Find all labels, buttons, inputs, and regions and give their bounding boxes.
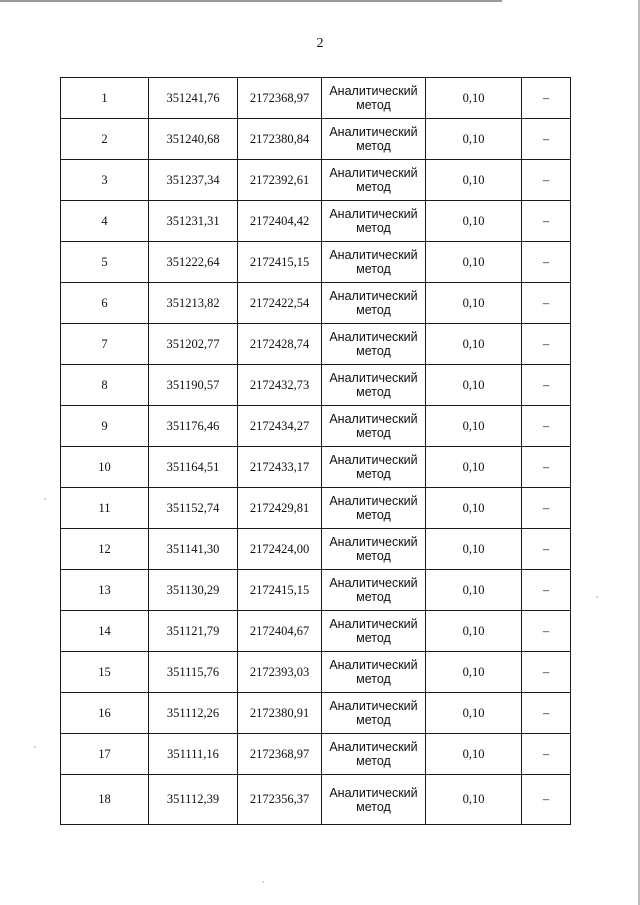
method-cell [322, 283, 426, 324]
table-row [61, 160, 571, 201]
x-coordinate-cell: 351231,31 [149, 201, 238, 242]
method-cell [322, 570, 426, 611]
note-cell: – [522, 78, 571, 119]
note-cell: – [522, 529, 571, 570]
y-coordinate-cell: 2172404,67 [238, 611, 322, 652]
method-line-1: Аналитический [329, 699, 418, 713]
table-row [61, 693, 571, 734]
accuracy-cell: 0,10 [426, 570, 522, 611]
method-cell [322, 160, 426, 201]
scan-speck [34, 746, 36, 748]
accuracy-cell: 0,10 [426, 119, 522, 160]
method-cell [322, 611, 426, 652]
note-cell: – [522, 201, 571, 242]
method-line-1: Аналитический [329, 330, 418, 344]
method-cell [322, 324, 426, 365]
method-cell [322, 529, 426, 570]
method-cell [322, 775, 426, 825]
method-line-2: метод [356, 303, 391, 317]
method-line-1: Аналитический [329, 453, 418, 467]
note-cell: – [522, 775, 571, 825]
y-coordinate-cell: 2172429,81 [238, 488, 322, 529]
method-line-2: метод [356, 549, 391, 563]
y-coordinate-cell: 2172404,42 [238, 201, 322, 242]
method-line-1: Аналитический [329, 371, 418, 385]
accuracy-cell: 0,10 [426, 611, 522, 652]
method-cell [322, 693, 426, 734]
point-number-cell: 14 [61, 611, 149, 652]
method-line-2: метод [356, 590, 391, 604]
x-coordinate-cell: 351237,34 [149, 160, 238, 201]
method-cell [322, 652, 426, 693]
accuracy-cell: 0,10 [426, 406, 522, 447]
scan-top-edge [0, 0, 502, 2]
x-coordinate-cell: 351164,51 [149, 447, 238, 488]
note-cell: – [522, 611, 571, 652]
method-line-1: Аналитический [329, 125, 418, 139]
method-cell [322, 78, 426, 119]
method-line-1: Аналитический [329, 84, 418, 98]
note-cell: – [522, 488, 571, 529]
table-row [61, 652, 571, 693]
y-coordinate-cell: 2172415,15 [238, 242, 322, 283]
point-number-cell: 1 [61, 78, 149, 119]
method-line-1: Аналитический [329, 535, 418, 549]
x-coordinate-cell: 351190,57 [149, 365, 238, 406]
method-cell [322, 365, 426, 406]
y-coordinate-cell: 2172422,54 [238, 283, 322, 324]
method-line-1: Аналитический [329, 248, 418, 262]
method-line-2: метод [356, 508, 391, 522]
note-cell: – [522, 652, 571, 693]
method-line-2: метод [356, 799, 391, 814]
method-line-2: метод [356, 221, 391, 235]
y-coordinate-cell: 2172380,84 [238, 119, 322, 160]
scan-speck [44, 498, 46, 500]
note-cell: – [522, 365, 571, 406]
accuracy-cell: 0,10 [426, 693, 522, 734]
table-row [61, 365, 571, 406]
x-coordinate-cell: 351112,39 [149, 775, 238, 825]
y-coordinate-cell: 2172428,74 [238, 324, 322, 365]
table-row [61, 775, 571, 825]
table-row [61, 570, 571, 611]
note-cell: – [522, 324, 571, 365]
note-cell: – [522, 160, 571, 201]
point-number-cell: 6 [61, 283, 149, 324]
method-line-2: метод [356, 180, 391, 194]
method-line-2: метод [356, 426, 391, 440]
table-row [61, 406, 571, 447]
table-row [61, 611, 571, 652]
y-coordinate-cell: 2172415,15 [238, 570, 322, 611]
accuracy-cell: 0,10 [426, 242, 522, 283]
point-number-cell: 3 [61, 160, 149, 201]
x-coordinate-cell: 351213,82 [149, 283, 238, 324]
scan-speck [262, 881, 264, 883]
accuracy-cell: 0,10 [426, 78, 522, 119]
y-coordinate-cell: 2172434,27 [238, 406, 322, 447]
accuracy-cell: 0,10 [426, 652, 522, 693]
note-cell: – [522, 406, 571, 447]
method-line-1: Аналитический [329, 617, 418, 631]
accuracy-cell: 0,10 [426, 324, 522, 365]
point-number-cell: 11 [61, 488, 149, 529]
method-line-2: метод [356, 713, 391, 727]
accuracy-cell: 0,10 [426, 160, 522, 201]
x-coordinate-cell: 351121,79 [149, 611, 238, 652]
table-row [61, 78, 571, 119]
table-row [61, 734, 571, 775]
method-line-1: Аналитический [329, 412, 418, 426]
point-number-cell: 16 [61, 693, 149, 734]
y-coordinate-cell: 2172368,97 [238, 734, 322, 775]
accuracy-cell: 0,10 [426, 529, 522, 570]
x-coordinate-cell: 351130,29 [149, 570, 238, 611]
accuracy-cell: 0,10 [426, 365, 522, 406]
table-row [61, 447, 571, 488]
x-coordinate-cell: 351111,16 [149, 734, 238, 775]
method-line-2: метод [356, 139, 391, 153]
note-cell: – [522, 693, 571, 734]
y-coordinate-cell: 2172393,03 [238, 652, 322, 693]
method-line-2: метод [356, 344, 391, 358]
note-cell: – [522, 447, 571, 488]
note-cell: – [522, 570, 571, 611]
y-coordinate-cell: 2172368,97 [238, 78, 322, 119]
point-number-cell: 17 [61, 734, 149, 775]
accuracy-cell: 0,10 [426, 447, 522, 488]
method-cell [322, 734, 426, 775]
method-line-1: Аналитический [329, 658, 418, 672]
point-number-cell: 8 [61, 365, 149, 406]
table-row [61, 201, 571, 242]
x-coordinate-cell: 351141,30 [149, 529, 238, 570]
method-line-1: Аналитический [329, 289, 418, 303]
scan-speck [596, 596, 598, 598]
x-coordinate-cell: 351240,68 [149, 119, 238, 160]
x-coordinate-cell: 351241,76 [149, 78, 238, 119]
x-coordinate-cell: 351222,64 [149, 242, 238, 283]
y-coordinate-cell: 2172424,00 [238, 529, 322, 570]
coordinates-table [60, 77, 571, 825]
point-number-cell: 18 [61, 775, 149, 825]
accuracy-cell: 0,10 [426, 734, 522, 775]
method-line-2: метод [356, 467, 391, 481]
point-number-cell: 7 [61, 324, 149, 365]
x-coordinate-cell: 351112,26 [149, 693, 238, 734]
method-cell [322, 119, 426, 160]
y-coordinate-cell: 2172392,61 [238, 160, 322, 201]
table-row [61, 324, 571, 365]
x-coordinate-cell: 351202,77 [149, 324, 238, 365]
method-line-1: Аналитический [329, 740, 418, 754]
method-line-2: метод [356, 98, 391, 112]
table-row [61, 119, 571, 160]
note-cell: – [522, 242, 571, 283]
note-cell: – [522, 283, 571, 324]
point-number-cell: 5 [61, 242, 149, 283]
method-line-1: Аналитический [329, 576, 418, 590]
note-cell: – [522, 734, 571, 775]
method-line-1: Аналитический [329, 207, 418, 221]
table-row [61, 488, 571, 529]
method-cell [322, 488, 426, 529]
page-number: 2 [316, 36, 324, 51]
method-line-2: метод [356, 385, 391, 399]
method-line-1: Аналитический [329, 494, 418, 508]
y-coordinate-cell: 2172433,17 [238, 447, 322, 488]
point-number-cell: 15 [61, 652, 149, 693]
method-line-2: метод [356, 631, 391, 645]
method-cell [322, 406, 426, 447]
y-coordinate-cell: 2172380,91 [238, 693, 322, 734]
method-line-2: метод [356, 262, 391, 276]
x-coordinate-cell: 351115,76 [149, 652, 238, 693]
method-line-2: метод [356, 754, 391, 768]
point-number-cell: 4 [61, 201, 149, 242]
note-cell: – [522, 119, 571, 160]
accuracy-cell: 0,10 [426, 201, 522, 242]
table-row [61, 283, 571, 324]
accuracy-cell: 0,10 [426, 775, 522, 825]
method-line-1: Аналитический [329, 166, 418, 180]
accuracy-cell: 0,10 [426, 283, 522, 324]
method-cell [322, 201, 426, 242]
method-line-1: Аналитический [329, 785, 418, 800]
table-row [61, 529, 571, 570]
method-line-2: метод [356, 672, 391, 686]
coordinates-table-body [61, 78, 571, 825]
x-coordinate-cell: 351176,46 [149, 406, 238, 447]
y-coordinate-cell: 2172356,37 [238, 775, 322, 825]
point-number-cell: 13 [61, 570, 149, 611]
method-cell [322, 447, 426, 488]
x-coordinate-cell: 351152,74 [149, 488, 238, 529]
accuracy-cell: 0,10 [426, 488, 522, 529]
y-coordinate-cell: 2172432,73 [238, 365, 322, 406]
method-cell [322, 242, 426, 283]
point-number-cell: 9 [61, 406, 149, 447]
point-number-cell: 12 [61, 529, 149, 570]
point-number-cell: 10 [61, 447, 149, 488]
point-number-cell: 2 [61, 119, 149, 160]
table-row [61, 242, 571, 283]
